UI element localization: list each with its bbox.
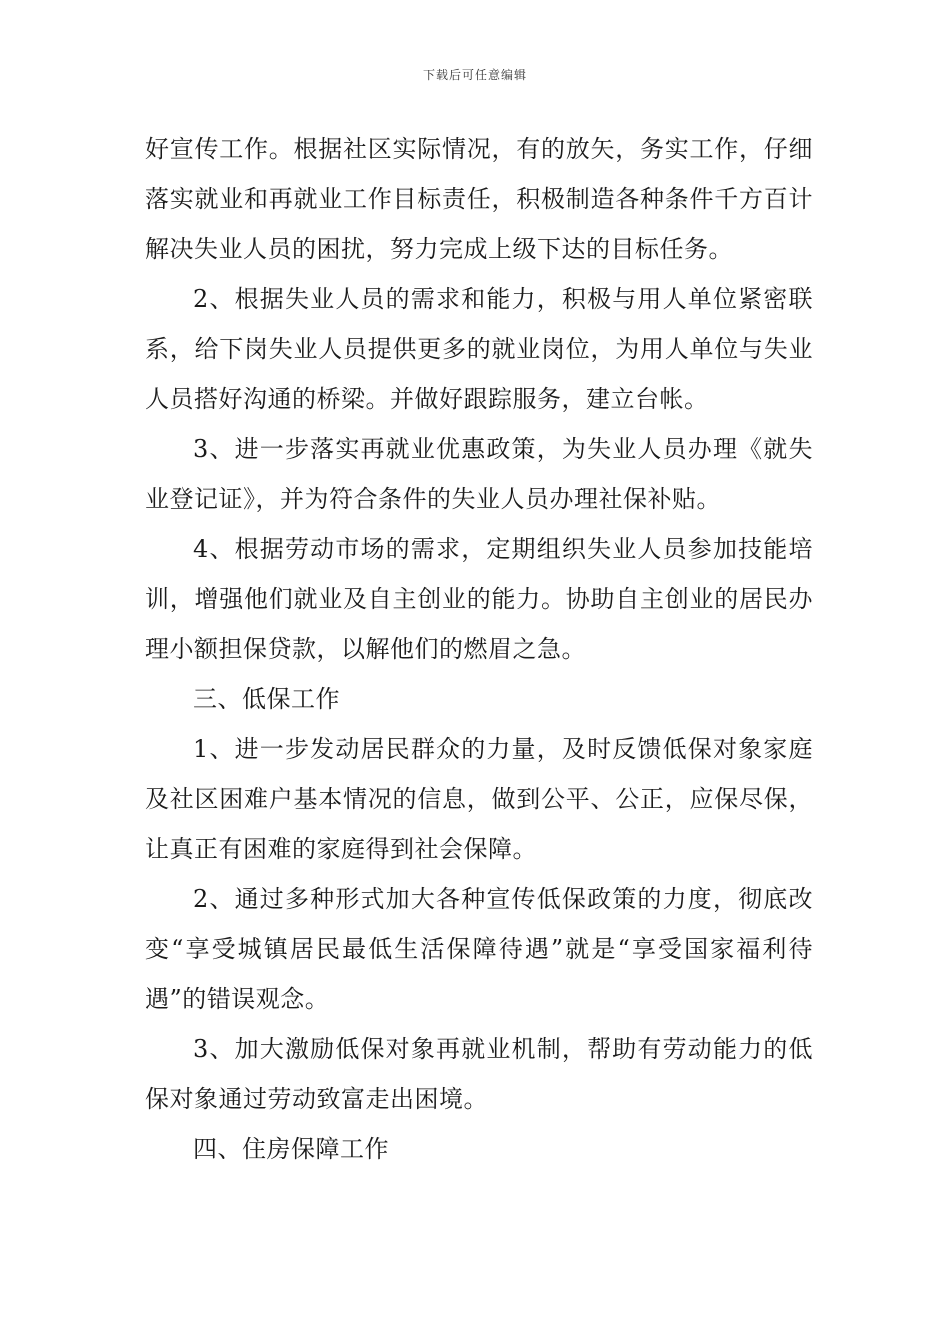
paragraph: 3、加大激励低保对象再就业机制，帮助有劳动能力的低保对象通过劳动致富走出困境。 bbox=[145, 1035, 813, 1113]
paragraph: 2、根据失业人员的需求和能力，积极与用人单位紧密联系，给下岗失业人员提供更多的就业岗位，为用人单位与失业人员搭好沟通的桥梁。并做好跟踪服务，建立台帐。 bbox=[145, 285, 813, 413]
document-body bbox=[145, 124, 813, 1174]
paragraph: 好宣传工作。根据社区实际情况，有的放矢，务实工作，仔细落实就业和再就业工作目标责任，积极制造各种条件千方百计解决失业人员的困扰，努力完成上级下达的目标任务。 bbox=[145, 135, 813, 263]
header-note: 下载后可任意编辑 bbox=[422, 68, 527, 82]
section-heading: 三、低保工作 bbox=[193, 685, 340, 713]
paragraph: 2、通过多种形式加大各种宣传低保政策的力度，彻底改变“享受城镇居民最低生活保障待遇”就是“享受国家福利待遇”的错误观念。 bbox=[145, 885, 813, 1013]
section-heading: 四、住房保障工作 bbox=[193, 1135, 389, 1163]
paragraph: 3、进一步落实再就业优惠政策，为失业人员办理《就失业登记证》，并为符合条件的失业人员办理社保补贴。 bbox=[145, 435, 813, 513]
paragraph: 1、进一步发动居民群众的力量，及时反馈低保对象家庭及社区困难户基本情况的信息，做到公平、公正，应保尽保，让真正有困难的家庭得到社会保障。 bbox=[145, 735, 813, 863]
paragraph: 4、根据劳动市场的需求，定期组织失业人员参加技能培训，增强他们就业及自主创业的能力。协助自主创业的居民办理小额担保贷款，以解他们的燃眉之急。 bbox=[145, 535, 813, 663]
